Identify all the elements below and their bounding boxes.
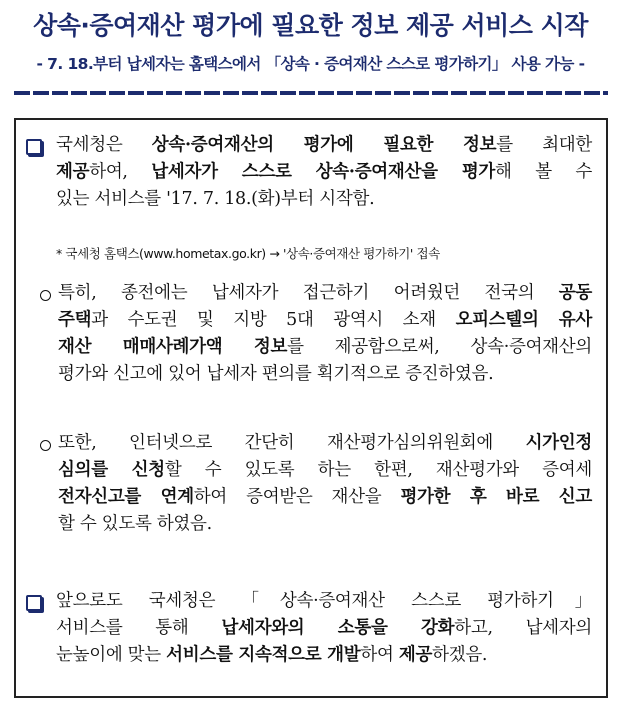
paragraph-online-review [58, 430, 592, 538]
text-run: 하겠음. [432, 645, 488, 665]
text-run: 할 수 있도록 하는 한편, 재산평가와 증여세 [164, 460, 592, 480]
paragraph-line [58, 334, 592, 361]
bold-text-run: 심의를 신청 [58, 460, 165, 480]
bold-text-run: 서비스를 지속적으로 개발 [166, 645, 361, 665]
paragraph-line [58, 307, 592, 334]
paragraph-line [58, 457, 592, 484]
circle-bullet-icon [40, 440, 51, 451]
text-run: 해 볼 수 [495, 162, 592, 182]
paragraph-line: 앞으로도 국세청은 「상속·증여재산 스스로 평가하기」 [56, 591, 592, 611]
text-run: 를 최대한 [496, 135, 593, 155]
paragraph-line [58, 280, 592, 307]
paragraph-line [58, 430, 592, 457]
text-run: 하여, [89, 162, 152, 182]
text-run: 하여 [360, 645, 399, 665]
paragraph-price-info [58, 280, 592, 388]
paragraph-line: 평가와 신고에 있어 납세자 편의를 획기적으로 증진하였음. [58, 364, 494, 384]
page-title: 상속·증여재산 평가에 필요한 정보 제공 서비스 시작 [33, 11, 588, 40]
dashed-divider [14, 91, 608, 95]
paragraph-line [58, 484, 592, 511]
bold-text-run: 납세자가 스스로 상속·증여재산을 평가 [151, 162, 496, 182]
paragraph-line [56, 615, 592, 642]
page-subtitle: - 7. 18.부터 납세자는 홈택스에서 「상속 · 증여재산 스스로 평가하기」 사용 가능 - [36, 55, 585, 73]
bold-text-run: 오피스텔의 유사 [455, 310, 592, 330]
paragraph-outlook [56, 588, 592, 669]
bold-text-run: 공동 [558, 283, 592, 303]
checkbox-bullet-icon [26, 139, 42, 155]
bold-text-run: 전자신고를 연계 [58, 487, 194, 507]
paragraph-line [56, 159, 592, 186]
text-run: 눈높이에 맞는 [56, 645, 167, 665]
bold-text-run: 주택 [58, 310, 92, 330]
bold-text-run: 제공 [398, 645, 433, 665]
text-run: 서비스를 통해 [56, 618, 222, 638]
text-run: 하여 증여받은 재산을 [193, 487, 401, 507]
bold-text-run: 시가인정 [525, 433, 592, 453]
bold-text-run: 제공 [56, 162, 90, 182]
paragraph-line [56, 132, 592, 159]
bold-text-run: 재산 매매사례가액 정보 [58, 337, 288, 357]
text-run: 과 수도권 및 지방 5대 광역시 소재 [91, 310, 456, 330]
text-run: 하고, 납세자의 [454, 618, 592, 638]
checkbox-bullet-icon [26, 595, 42, 611]
circle-bullet-icon [40, 290, 51, 301]
bold-text-run: 납세자와의 소통을 강화 [221, 618, 455, 638]
text-run: 또한, 인터넷으로 간단히 재산평가심의위원회에 [58, 433, 526, 453]
paragraph-intro [56, 132, 592, 213]
paragraph-line: 할 수 있도록 하였음. [58, 514, 212, 534]
text-run: 국세청은 [56, 135, 152, 155]
bold-text-run: 상속·증여재산의 평가에 필요한 정보 [151, 135, 497, 155]
paragraph-line [56, 642, 592, 669]
bold-text-run: 평가한 후 바로 신고 [400, 487, 593, 507]
text-run: 를 제공함으로써, 상속·증여재산의 [287, 337, 592, 357]
text-run: 특히, 종전에는 납세자가 접근하기 어려웠던 전국의 [58, 283, 559, 303]
footnote-hometax: * 국세청 홈택스(www.hometax.go.kr) → '상속·증여재산 평가하기' 접속 [56, 246, 440, 261]
paragraph-line: 있는 서비스를 '17. 7. 18.(화)부터 시작함. [56, 189, 375, 209]
